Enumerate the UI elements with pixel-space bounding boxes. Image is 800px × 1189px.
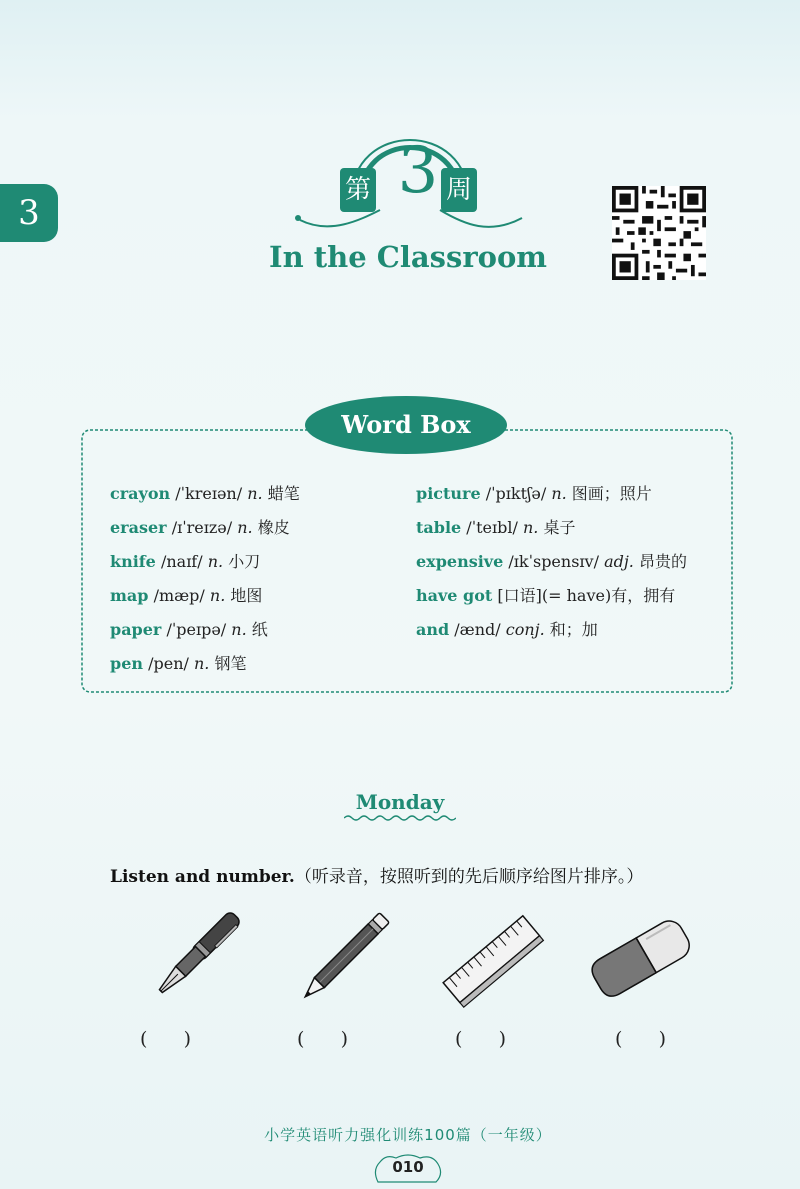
word-list-right (416, 482, 687, 652)
wavy-underline (344, 814, 456, 822)
word: have got (416, 586, 493, 605)
meaning: 小刀 (228, 552, 261, 571)
ruler-icon (432, 900, 552, 1020)
answer-blank[interactable]: ( ) (615, 1028, 667, 1050)
word: crayon (110, 484, 171, 503)
word: table (416, 518, 462, 537)
word: paper (110, 620, 162, 639)
qr-code-icon[interactable] (612, 186, 706, 280)
part-of-speech: conj. (505, 620, 545, 639)
word-row (110, 516, 300, 550)
answer-blank[interactable]: ( ) (140, 1028, 192, 1050)
week-number: 3 (397, 134, 439, 208)
answer-blank[interactable]: ( ) (455, 1028, 507, 1050)
word: pen (110, 654, 143, 673)
word-row (416, 550, 687, 584)
part-of-speech: n. (193, 654, 210, 673)
meaning: 桌子 (543, 518, 576, 537)
word: map (110, 586, 149, 605)
word-row (110, 618, 300, 652)
part-of-speech: n. (237, 518, 253, 537)
phonetic: /naɪf/ (160, 552, 203, 571)
book-title: 小学英语听力强化训练100篇（一年级） (264, 1126, 552, 1144)
word-row (110, 584, 300, 618)
phonetic: /ˈkreɪən/ (175, 484, 243, 503)
word: expensive (416, 552, 504, 571)
part-of-speech: n. (522, 518, 539, 537)
part-of-speech: adj. (604, 552, 634, 571)
word-list-left (110, 482, 300, 686)
fountain-pen-icon (132, 900, 252, 1020)
pencil-icon (282, 900, 402, 1020)
meaning: [口语](= have)有，拥有 (497, 586, 676, 605)
meaning: 和；加 (549, 620, 598, 639)
word-row (416, 516, 687, 550)
instruction-chinese: （听录音，按照听到的先后顺序给图片排序。） (294, 867, 644, 887)
phonetic: /ɪkˈspensɪv/ (508, 552, 599, 571)
meaning: 地图 (230, 586, 263, 605)
part-of-speech: n. (231, 620, 247, 639)
part-of-speech: n. (551, 484, 567, 503)
exercise-instruction (110, 862, 643, 887)
instruction-english: Listen and number. (110, 867, 295, 887)
side-tab-number: 3 (18, 193, 40, 233)
word-row (110, 652, 300, 686)
part-of-speech: n. (209, 586, 226, 605)
phonetic: /mæp/ (153, 586, 205, 605)
phonetic: /ɪˈreɪzə/ (171, 518, 233, 537)
week-right-char: 周 (441, 168, 477, 212)
word: and (416, 620, 450, 639)
eraser-icon (582, 900, 702, 1020)
word-row (416, 584, 687, 618)
word-row (416, 618, 687, 652)
meaning: 橡皮 (257, 518, 290, 537)
phonetic: /ˈpeɪpə/ (166, 620, 227, 639)
week-left-char: 第 (340, 168, 376, 212)
word: picture (416, 484, 481, 503)
word-box-label: Word Box (305, 396, 507, 454)
section-title: Monday (355, 790, 445, 814)
meaning: 纸 (251, 620, 268, 639)
answer-blank[interactable]: ( ) (297, 1028, 349, 1050)
side-tab (0, 184, 58, 242)
part-of-speech: n. (207, 552, 224, 571)
meaning: 蜡笔 (267, 484, 300, 503)
phonetic: /ænd/ (454, 620, 501, 639)
phonetic: /ˈteɪbl/ (466, 518, 518, 537)
word-row (416, 482, 687, 516)
word: eraser (110, 518, 167, 537)
word-row (110, 550, 300, 584)
word-row (110, 482, 300, 516)
part-of-speech: n. (247, 484, 263, 503)
meaning: 昂贵的 (638, 552, 687, 571)
word: knife (110, 552, 156, 571)
meaning: 钢笔 (214, 654, 247, 673)
unit-title: In the Classroom (269, 240, 547, 274)
phonetic: /ˈpɪktʃə/ (485, 484, 547, 503)
page-number: 010 (392, 1158, 424, 1176)
meaning: 图画；照片 (571, 484, 652, 503)
phonetic: /pen/ (148, 654, 189, 673)
